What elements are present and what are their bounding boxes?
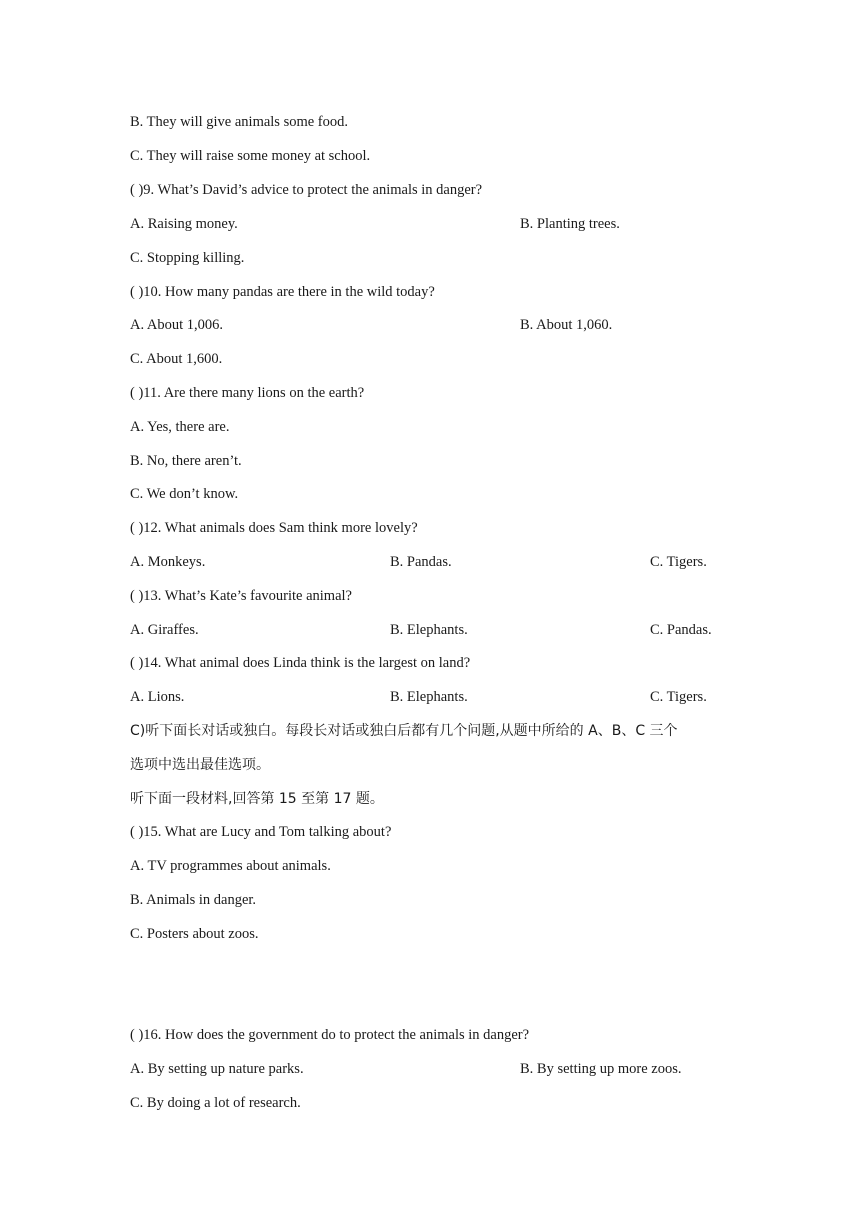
q12-option-a: A. Monkeys. <box>130 554 206 570</box>
question-16: ( )16. How does the government do to protect the animals in danger? <box>130 1027 530 1043</box>
q16-option-c: C. By doing a lot of research. <box>130 1095 301 1111</box>
q11-option-b: B. No, there aren’t. <box>130 453 242 469</box>
q15-option-a: A. TV programmes about animals. <box>130 858 331 874</box>
question-14: ( )14. What animal does Linda think is the largest on land? <box>130 655 471 671</box>
q13-option-a: A. Giraffes. <box>130 622 199 638</box>
q10-option-a: A. About 1,006. <box>130 317 224 333</box>
q9-option-b: B. Planting trees. <box>520 216 620 232</box>
q10-option-b: B. About 1,060. <box>520 317 613 333</box>
q15-option-b: B. Animals in danger. <box>130 892 257 908</box>
q9-option-a: A. Raising money. <box>130 216 238 232</box>
question-11: ( )11. Are there many lions on the earth? <box>130 385 365 401</box>
section-c-instruction-line2: 选项中选出最佳选项。 <box>130 757 270 773</box>
question-10: ( )10. How many pandas are there in the wild today? <box>130 284 435 300</box>
q12-option-b: B. Pandas. <box>390 554 452 570</box>
section-c-instruction-line1: C)听下面长对话或独白。每段长对话或独白后都有几个问题,从题中所给的 A、B、C 三个 <box>130 723 678 739</box>
section-c-material-note: 听下面一段材料,回答第 15 至第 17 题。 <box>130 791 384 807</box>
q13-option-b: B. Elephants. <box>390 622 468 638</box>
question-15: ( )15. What are Lucy and Tom talking about? <box>130 824 392 840</box>
question-13: ( )13. What’s Kate’s favourite animal? <box>130 588 352 604</box>
q16-option-a: A. By setting up nature parks. <box>130 1061 304 1077</box>
option-b-prev: B. They will give animals some food. <box>130 114 349 130</box>
q11-option-a: A. Yes, there are. <box>130 419 230 435</box>
option-c-prev: C. They will raise some money at school. <box>130 148 371 164</box>
question-12: ( )12. What animals does Sam think more lovely? <box>130 520 418 536</box>
q11-option-c: C. We don’t know. <box>130 486 239 502</box>
q14-option-c: C. Tigers. <box>650 689 707 705</box>
q16-option-b: B. By setting up more zoos. <box>520 1061 682 1077</box>
q14-option-b: B. Elephants. <box>390 689 468 705</box>
question-9: ( )9. What’s David’s advice to protect the animals in danger? <box>130 182 483 198</box>
q12-option-c: C. Tigers. <box>650 554 707 570</box>
q9-option-c: C. Stopping killing. <box>130 250 245 266</box>
q15-option-c: C. Posters about zoos. <box>130 926 259 942</box>
q13-option-c: C. Pandas. <box>650 622 712 638</box>
q10-option-c: C. About 1,600. <box>130 351 223 367</box>
q14-option-a: A. Lions. <box>130 689 185 705</box>
